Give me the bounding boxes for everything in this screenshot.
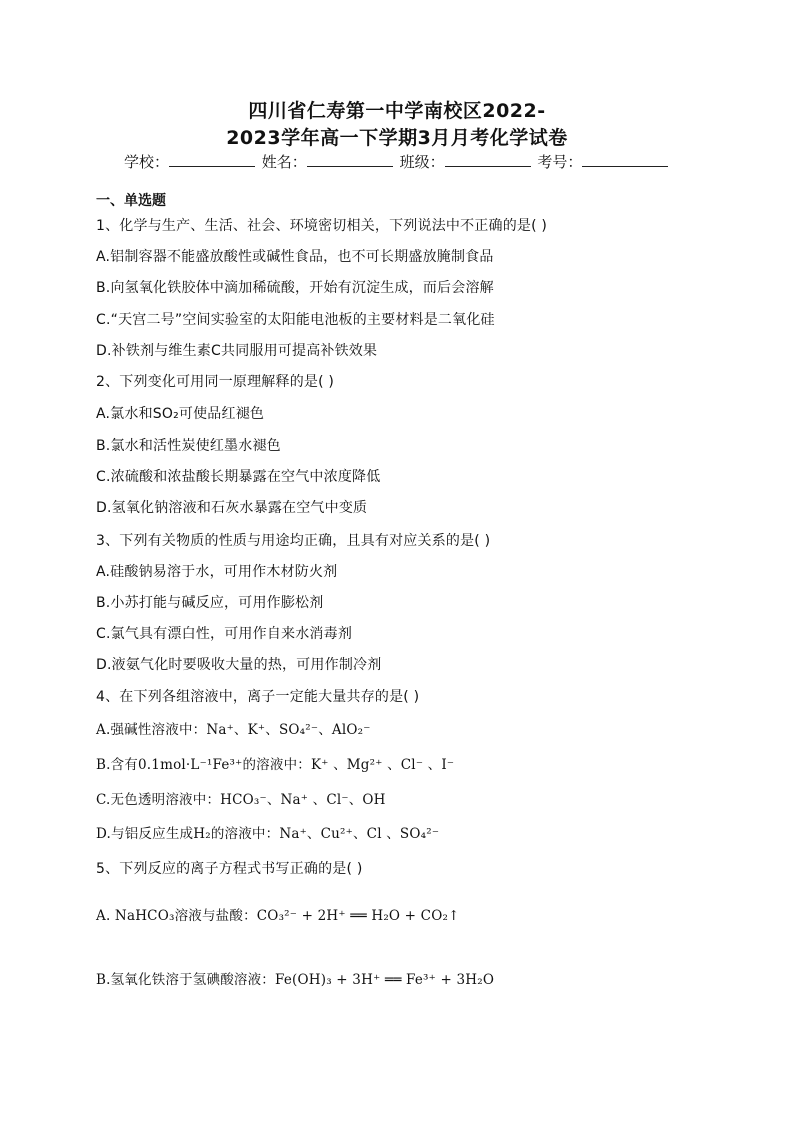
- class-blank: [445, 152, 531, 167]
- question-1-option-c: C.“天宫二号”空间实验室的太阳能电池板的主要材料是二氧化硅: [96, 312, 495, 328]
- question-4-option-a: A.强碱性溶液中：Na⁺、K⁺、SO₄²⁻、AlO₂⁻: [96, 722, 371, 738]
- school-blank: [169, 152, 255, 167]
- question-4-option-d: D.与铝反应生成H₂的溶液中：Na⁺、Cu²⁺、Cl 、SO₄²⁻: [96, 826, 440, 842]
- student-info-row: [124, 151, 670, 172]
- question-1-option-d: D.补铁剂与维生素C共同服用可提高补铁效果: [96, 343, 378, 359]
- question-1-option-a: A.铝制容器不能盛放酸性或碱性食品，也不可长期盛放腌制食品: [96, 249, 494, 265]
- question-2-option-d: D.氢氧化钠溶液和石灰水暴露在空气中变质: [96, 500, 368, 516]
- question-5-stem: 5、下列反应的离子方程式书写正确的是( ): [96, 861, 363, 877]
- exam-title-line1: 四川省仁寿第一中学南校区2022-: [248, 100, 546, 122]
- name-label: 姓名：: [261, 153, 307, 171]
- question-3-option-a: A.硅酸钠易溶于水，可用作木材防火剂: [96, 564, 338, 580]
- section-heading: 一、单选题: [96, 193, 166, 209]
- exam-title-line2: 2023学年高一下学期3月月考化学试卷: [226, 127, 568, 149]
- question-4-option-c: C.无色透明溶液中：HCO₃⁻、Na⁺ 、Cl⁻、OH: [96, 792, 386, 808]
- question-5-option-b: B.氢氧化铁溶于氢碘酸溶液：Fe(OH)₃ + 3H⁺ ══ Fe³⁺ + 3H₂O: [96, 972, 495, 988]
- class-label: 班级：: [399, 153, 445, 171]
- question-4-option-b: B.含有0.1mol·L⁻¹Fe³⁺的溶液中：K⁺ 、Mg²⁺ 、Cl⁻ 、I⁻: [96, 757, 455, 773]
- name-blank: [307, 152, 393, 167]
- question-3-option-c: C.氯气具有漂白性，可用作自来水消毒剂: [96, 626, 353, 642]
- question-1-stem: 1、化学与生产、生活、社会、环境密切相关，下列说法中不正确的是( ): [96, 218, 548, 234]
- exam-number-blank: [582, 152, 668, 167]
- question-4-stem: 4、在下列各组溶液中，离子一定能大量共存的是( ): [96, 689, 420, 705]
- question-2-option-c: C.浓硫酸和浓盐酸长期暴露在空气中浓度降低: [96, 469, 381, 485]
- question-2-option-b: B.氯水和活性炭使红墨水褪色: [96, 438, 281, 454]
- question-3-stem: 3、下列有关物质的性质与用途均正确，且具有对应关系的是( ): [96, 533, 491, 549]
- school-label: 学校：: [124, 153, 170, 171]
- question-1-option-b: B.向氢氧化铁胶体中滴加稀硫酸，开始有沉淀生成，而后会溶解: [96, 280, 494, 296]
- exam-number-label: 考号：: [537, 153, 583, 171]
- question-5-option-a: A. NaHCO₃溶液与盐酸：CO₃²⁻ + 2H⁺ ══ H₂O + CO₂↑: [96, 908, 460, 924]
- question-2-stem: 2、下列变化可用同一原理解释的是( ): [96, 374, 335, 390]
- question-3-option-d: D.液氨气化时要吸收大量的热，可用作制冷剂: [96, 657, 382, 673]
- question-2-option-a: A.氯水和SO₂可使品红褪色: [96, 406, 265, 422]
- question-3-option-b: B.小苏打能与碱反应，可用作膨松剂: [96, 595, 324, 611]
